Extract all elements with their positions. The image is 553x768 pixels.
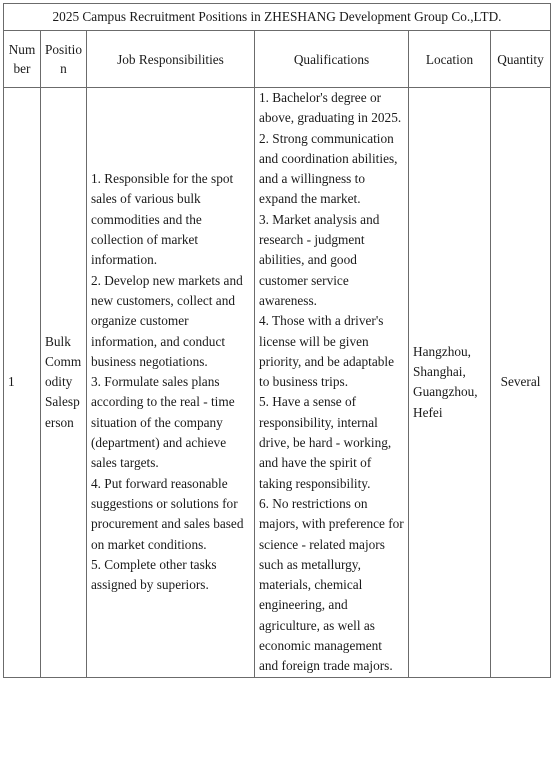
responsibility-item: 4. Put forward reasonable suggestions or solutions for procurement and sales based on market conditions. (91, 475, 244, 552)
header-number: Number (4, 31, 41, 88)
header-location: Location (409, 31, 491, 88)
qualification-item: 6. No restrictions on majors, with preference for science - related majors such as metallurgy, materials, chemical engineering, and agriculture, as well as economic management and foreign trade majors. (259, 495, 404, 674)
responsibility-item: 1. Responsible for the spot sales of various bulk commodities and the collection of market information. (91, 171, 234, 268)
qualification-item: 4. Those with a driver's license will be given priority, and be adaptable to business trips. (259, 313, 395, 390)
row-number: 1 (4, 88, 41, 678)
header-qualifications: Qualifications (255, 31, 409, 88)
row-responsibilities (87, 88, 255, 678)
recruitment-table (3, 3, 551, 678)
responsibility-item: 2. Develop new markets and new customers, collect and organize customer information, and conduct business negotiations. (91, 272, 243, 369)
row-location: Hangzhou, Shanghai, Guangzhou, Hefei (409, 88, 491, 678)
qualification-item: 2. Strong communication and coordination abilities, and a willingness to expand the market. (259, 130, 398, 207)
qualification-item: 1. Bachelor's degree or above, graduating in 2025. (259, 90, 402, 126)
qualification-item: 5. Have a sense of responsibility, internal drive, be hard - working, and have the spirit of taking responsibility. (259, 394, 392, 491)
row-quantity: Several (491, 88, 551, 678)
header-row (4, 31, 551, 88)
header-position: Position (41, 31, 87, 88)
header-quantity: Quantity (491, 31, 551, 88)
table-row (4, 88, 551, 678)
header-responsibilities: Job Responsibilities (87, 31, 255, 88)
responsibility-item: 5. Complete other tasks assigned by superiors. (91, 556, 217, 593)
row-position: Bulk Commodity Salesperson (41, 88, 87, 678)
table-title: 2025 Campus Recruitment Positions in ZHESHANG Development Group Co.,LTD. (4, 4, 551, 31)
qualification-item: 3. Market analysis and research - judgment abilities, and good customer service awareness. (259, 211, 380, 308)
responsibility-item: 3. Formulate sales plans according to the real - time situation of the company (department) and achieve sales targets. (91, 374, 235, 471)
title-row (4, 4, 551, 31)
row-qualifications (255, 88, 409, 678)
